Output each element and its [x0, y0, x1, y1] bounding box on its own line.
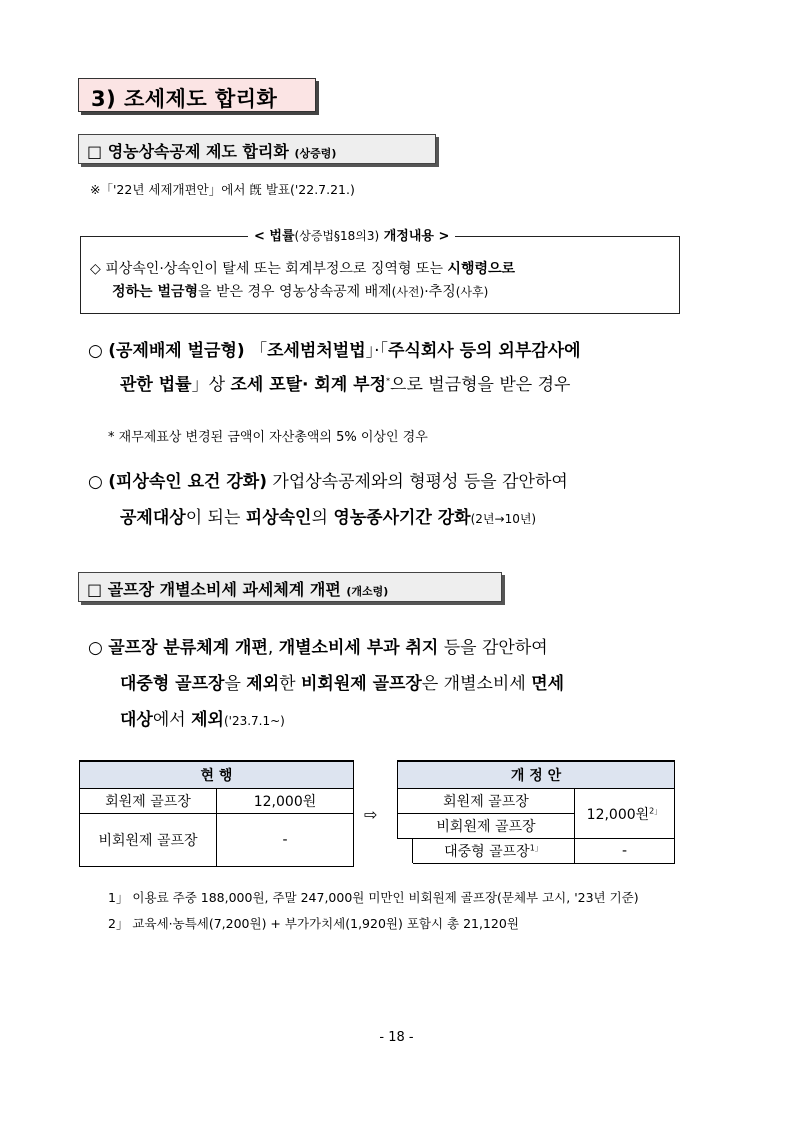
table-current-label-nonmember: 비회원제 골프장	[80, 814, 217, 867]
subsection-tag-golf: (개소령)	[346, 585, 389, 598]
arrow-icon: ⇨	[364, 805, 378, 824]
table-proposed-label-nonmember: 비회원제 골프장	[398, 814, 575, 839]
section-title-text: 3) 조세제도 합리화	[91, 87, 278, 111]
page-number: - 18 -	[379, 1030, 414, 1045]
paragraph-golf-line-2: 대중형 골프장을 제외한 비회원제 골프장은 개별소비세 면세	[120, 674, 565, 694]
paragraph-penalty-line-2: 관한 법률」상 조세 포탈· 회계 부정*으로 벌금형을 받은 경우	[120, 375, 571, 395]
table-current-header: 현 행	[80, 761, 354, 789]
table-current-value-member: 12,000원	[217, 789, 354, 814]
footnote-2: 2」 교육세·농특세(7,200원) + 부가가치세(1,920원) 포함시 총 21,120원	[108, 916, 519, 931]
law-box-line-1: ◇ 피상속인·상속인이 탈세 또는 회계부정으로 징역형 또는 시행령으로	[90, 261, 516, 277]
table-current-value-nonmember: -	[217, 814, 354, 867]
footnote-1: 1」 이용료 주중 188,000원, 주말 247,000원 미만인 비회원제 골프장(문체부 고시, '23년 기준)	[108, 890, 639, 905]
section-title	[78, 78, 316, 112]
subsection-title-golf	[78, 572, 502, 602]
asterisk-note: * 재무제표상 변경된 금액이 자산총액의 5% 이상인 경우	[108, 430, 428, 445]
announcement-note: ※「'22년 세제개편안」에서 旣 발표('22.7.21.)	[90, 182, 355, 197]
table-proposed-header: 개 정 안	[398, 761, 675, 789]
paragraph-golf-line-3: 대상에서 제외('23.7.1~)	[120, 710, 285, 730]
paragraph-golf-line-1: ○ 골프장 분류체계 개편, 개별소비세 부과 취지 등을 감안하여	[88, 638, 548, 658]
table-proposed	[397, 760, 675, 864]
subsection-tag-farm: (상증령)	[294, 147, 337, 160]
table-proposed-label-public: 대중형 골프장$^{1」}$	[413, 839, 575, 864]
law-box-line-2: 정하는 벌금형을 받은 경우 영농상속공제 배제(사전)·추징(사후)	[112, 284, 489, 300]
paragraph-penalty-line-1: ○ (공제배제 벌금형) 「조세범처벌법」·「주식회사 등의 외부감사에	[88, 341, 581, 361]
table-current-label-member: 회원제 골프장	[80, 789, 217, 814]
subsection-title-farm-text: □ 영농상속공제 제도 합리화	[87, 142, 289, 161]
paragraph-requirement-line-2: 공제대상이 되는 피상속인의 영농종사기간 강화(2년→10년)	[120, 508, 537, 528]
law-box-legend: < 법률(상증법§18의3) 개정내용 >	[248, 225, 455, 244]
table-proposed-value-1: 12,000원$^{2」}$	[574, 789, 674, 839]
table-current	[79, 760, 354, 867]
table-proposed-label-member: 회원제 골프장	[398, 789, 575, 814]
subsection-title-farm	[78, 134, 436, 164]
table-proposed-value-2: -	[574, 839, 674, 864]
table-proposed-indent	[398, 839, 413, 864]
paragraph-requirement-line-1: ○ (피상속인 요건 강화) 가업상속공제와의 형평성 등을 감안하여	[88, 472, 568, 492]
subsection-title-golf-text: □ 골프장 개별소비세 과세체계 개편	[87, 580, 341, 599]
